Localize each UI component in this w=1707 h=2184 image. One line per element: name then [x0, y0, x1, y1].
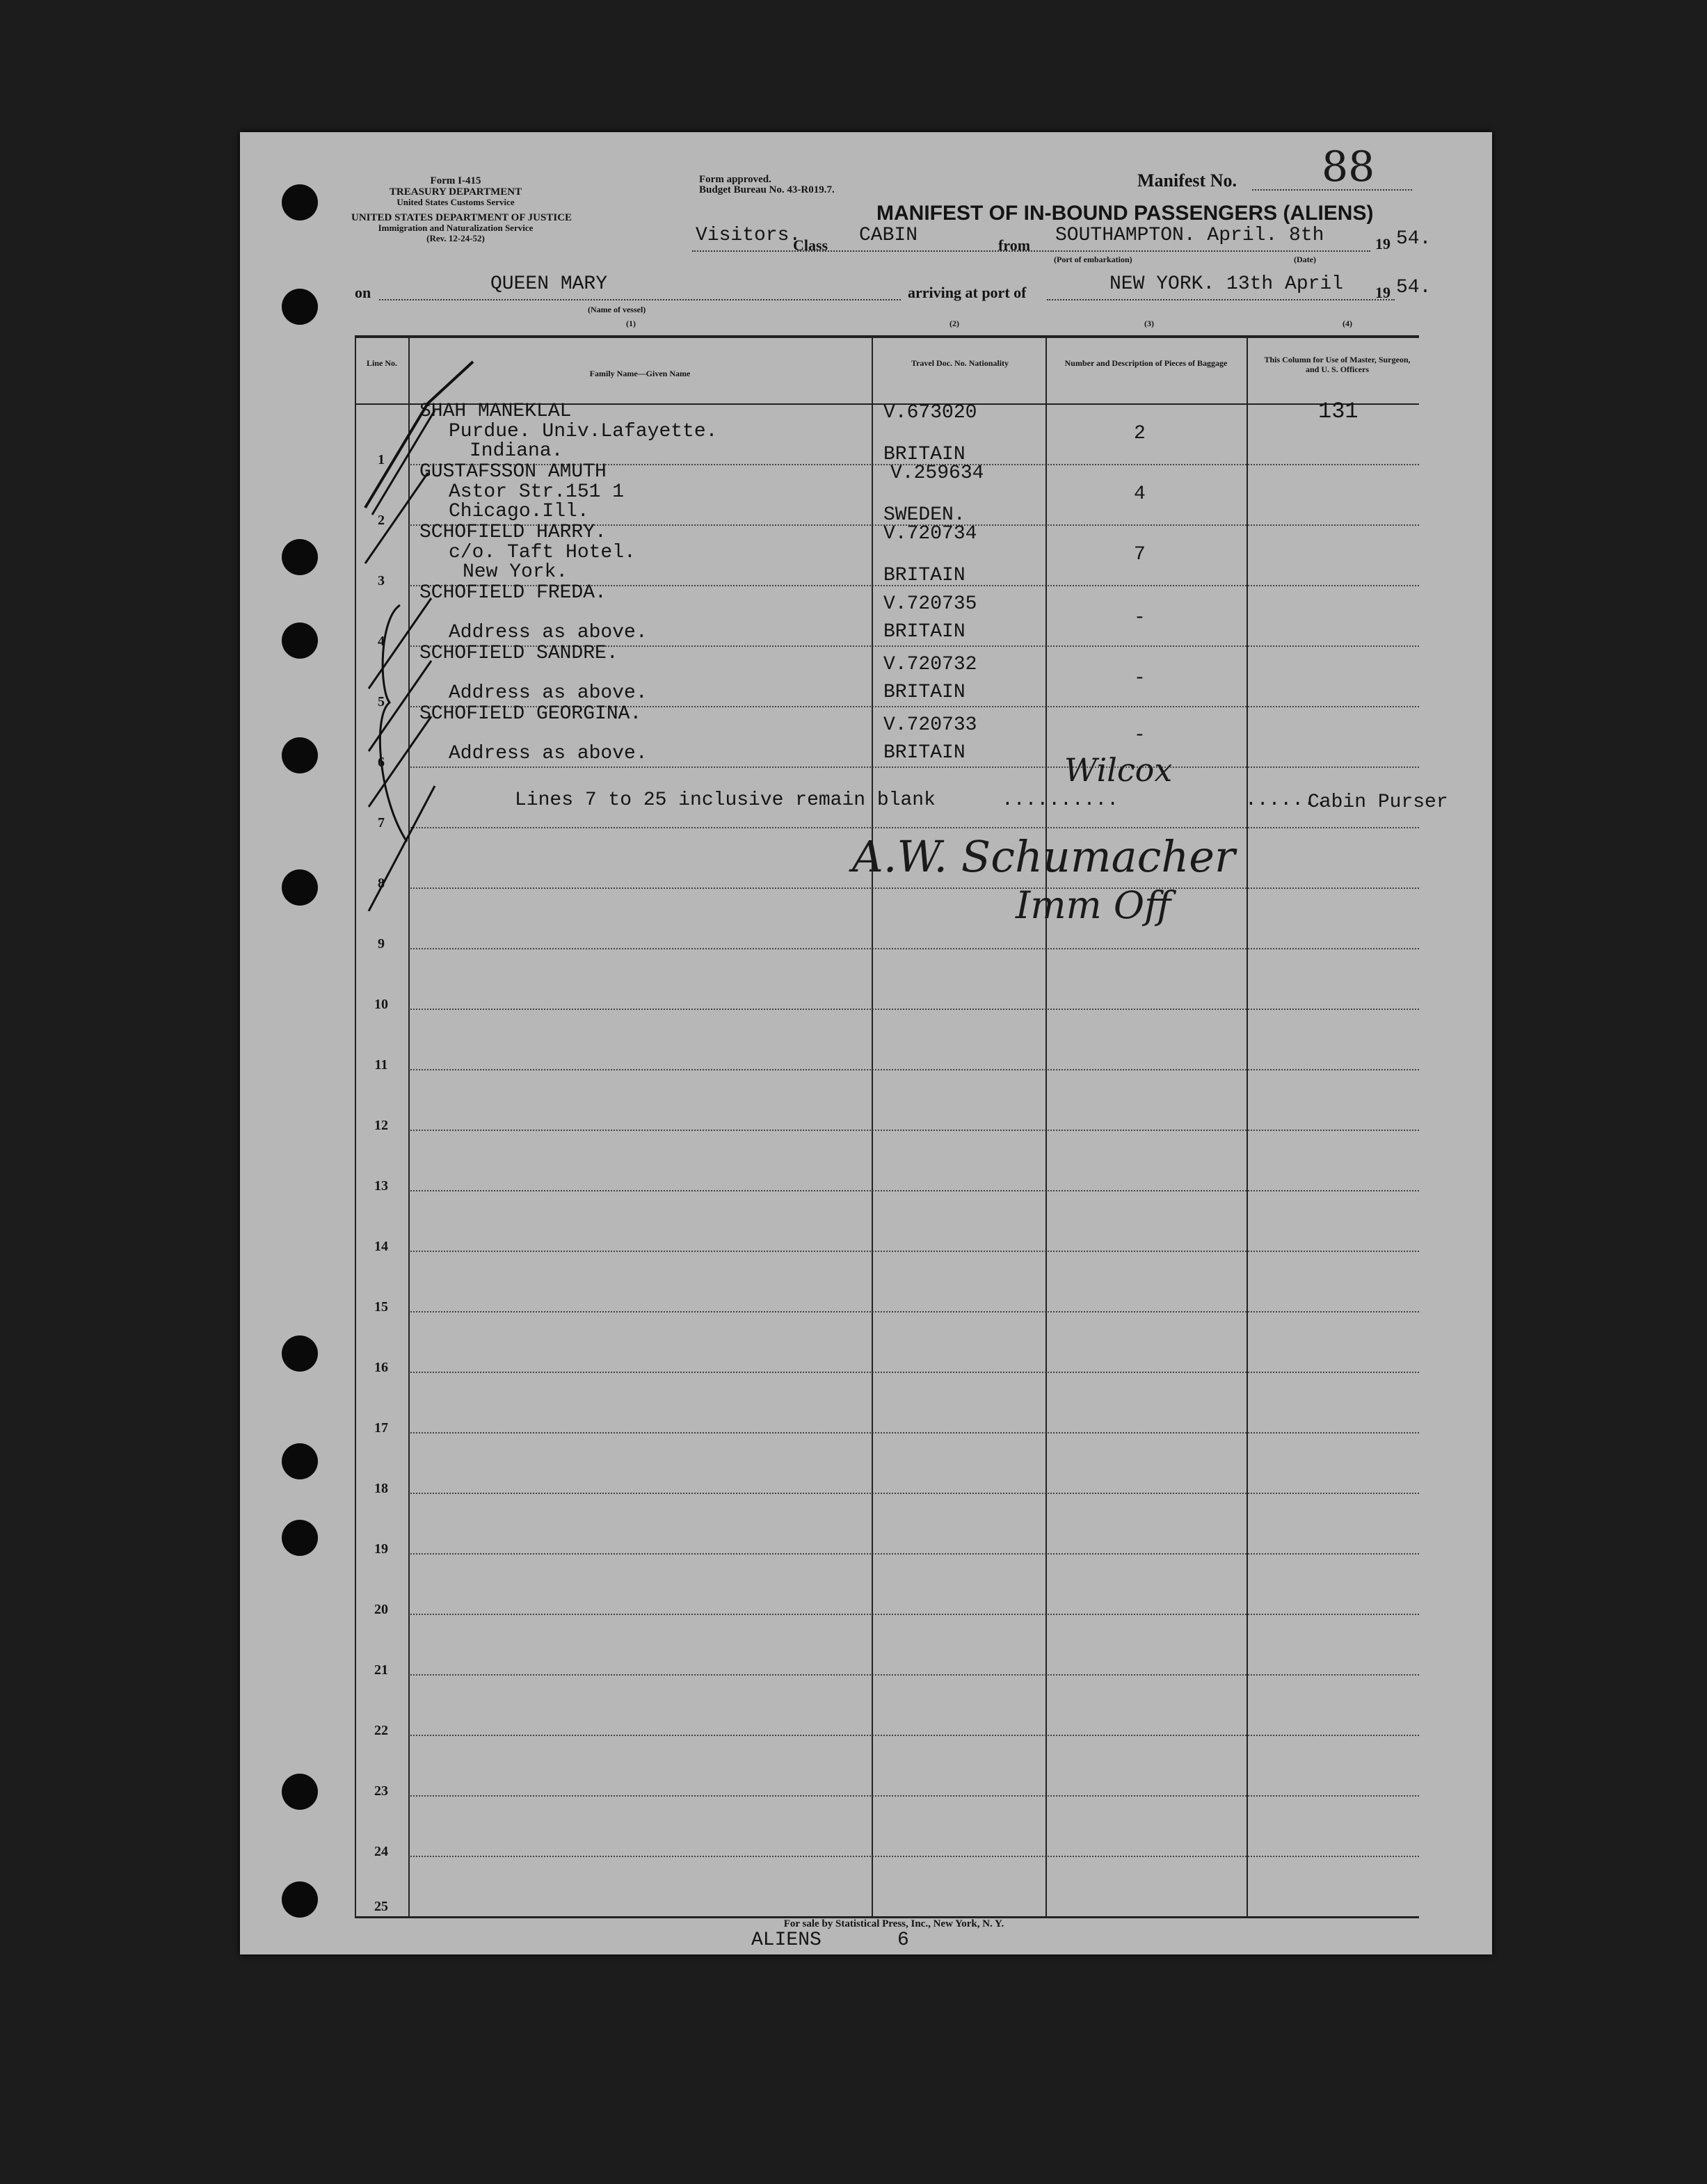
header-travel-doc: Travel Doc. No. Nationality — [911, 358, 1009, 368]
passenger-address: New York. — [463, 561, 568, 583]
aliens-stamp: ALIENS — [751, 1929, 822, 1951]
line-number: 8 — [378, 876, 385, 891]
line-number: 25 — [374, 1899, 388, 1914]
header-line-no: Line No. — [366, 358, 397, 368]
dot-leader: .......... — [1002, 789, 1119, 811]
port-caption: (Port of embarkation) — [1054, 255, 1132, 264]
form-approved: Form approved. — [699, 174, 771, 185]
form-number: Form I-415 — [430, 175, 481, 186]
punch-hole — [282, 737, 318, 773]
officer-signature: A.W. Schumacher — [852, 831, 1235, 882]
baggage-count: - — [1134, 725, 1146, 746]
row-separator — [410, 1856, 1419, 1857]
date-caption: (Date) — [1294, 255, 1316, 264]
passenger-address: Address as above. — [449, 682, 648, 704]
from-label: from — [998, 236, 1031, 254]
pen-check-marks — [351, 355, 476, 911]
nationality: BRITAIN — [883, 444, 965, 465]
line-number: 6 — [378, 755, 385, 770]
officer-title-handwritten: Imm Off — [1016, 883, 1171, 927]
passenger-name: SCHOFIELD FREDA. — [419, 582, 607, 604]
line-number: 9 — [378, 936, 385, 952]
punch-hole — [282, 869, 318, 906]
passenger-address: Address as above. — [449, 743, 648, 764]
passenger-address: Address as above. — [449, 622, 648, 643]
line-number: 2 — [378, 513, 385, 528]
manifest-label: Manifest No. — [1137, 170, 1237, 191]
baggage-count: 7 — [1134, 544, 1146, 565]
punch-hole — [282, 1520, 318, 1556]
form-revision: (Rev. 12-24-52) — [426, 233, 485, 243]
year-suffix: 54. — [1396, 228, 1432, 250]
travel-doc-number: V.259634 — [890, 463, 984, 484]
line-number: 24 — [374, 1844, 388, 1859]
baggage-count: 2 — [1134, 423, 1146, 444]
travel-doc-number: V.720735 — [883, 593, 977, 615]
line-number: 10 — [374, 997, 388, 1012]
punch-hole — [282, 623, 318, 659]
travel-doc-number: V.720733 — [883, 714, 977, 736]
cabin-purser-label: Cabin Purser — [1308, 792, 1448, 813]
purser-signature: Wilcox — [1064, 751, 1173, 789]
punch-hole — [282, 1774, 318, 1810]
table-top-border — [355, 335, 1419, 338]
line-number: 1 — [378, 452, 385, 467]
baggage-count: 4 — [1134, 483, 1146, 505]
nationality: BRITAIN — [883, 682, 965, 703]
manifest-title: MANIFEST OF IN-BOUND PASSENGERS (ALIENS) — [876, 202, 1374, 225]
passenger-address: Indiana. — [470, 440, 563, 462]
port-of-embarkation: SOUTHAMPTON. April. 8th — [1055, 225, 1324, 246]
passenger-name: SCHOFIELD SANDRE. — [419, 643, 618, 664]
line-number: 22 — [374, 1723, 388, 1738]
row-separator — [410, 1372, 1419, 1373]
row-separator — [410, 1553, 1419, 1555]
class-value: CABIN — [859, 225, 918, 246]
port-line — [1050, 250, 1370, 252]
row-separator — [410, 888, 1419, 889]
vessel-caption: (Name of vessel) — [588, 305, 646, 314]
row-separator — [410, 766, 1419, 768]
col-divider-baggage — [1247, 335, 1248, 1918]
baggage-count: - — [1134, 607, 1146, 629]
justice-dept: UNITED STATES DEPARTMENT OF JUSTICE — [351, 212, 572, 223]
row-separator — [410, 1130, 1419, 1131]
vessel-name: QUEEN MARY — [490, 273, 608, 295]
passenger-name: SCHOFIELD GEORGINA. — [419, 703, 642, 725]
line-number: 4 — [378, 634, 385, 649]
treasury-dept: TREASURY DEPARTMENT — [389, 186, 522, 198]
row-separator — [410, 948, 1419, 949]
line-number: 5 — [378, 694, 385, 709]
row-separator — [410, 1674, 1419, 1676]
passenger-name: SCHOFIELD HARRY. — [419, 522, 607, 543]
arrival-line — [1047, 299, 1395, 300]
row-separator — [410, 1069, 1419, 1070]
manifest-number: 88 — [1322, 143, 1375, 191]
arrival-year-suffix: 54. — [1396, 277, 1432, 298]
line-number: 19 — [374, 1541, 388, 1557]
row-separator — [410, 1311, 1419, 1312]
row-separator — [410, 1251, 1419, 1252]
punch-hole — [282, 1335, 318, 1372]
col-divider-name — [872, 335, 873, 1918]
nationality: BRITAIN — [883, 565, 965, 586]
customs-service: United States Customs Service — [396, 197, 515, 207]
col1-number: (1) — [626, 319, 636, 328]
passenger-address: c/o. Taft Hotel. — [449, 542, 636, 563]
row-separator — [410, 827, 1419, 828]
arrival-year-prefix: 19 — [1375, 284, 1391, 301]
on-label: on — [355, 284, 371, 301]
line-number: 14 — [374, 1239, 388, 1254]
nationality: BRITAIN — [883, 742, 965, 764]
nationality: BRITAIN — [883, 621, 965, 643]
line-number: 18 — [374, 1481, 388, 1496]
header-officer-use: This Column for Use of Master, Surgeon, and U. S. Officers — [1264, 355, 1411, 374]
col2-number: (2) — [949, 319, 959, 328]
dot-leader: ....... — [1245, 789, 1327, 811]
passenger-address: Chicago.Ill. — [449, 501, 589, 522]
travel-doc-number: V.720734 — [883, 523, 977, 545]
nationality: SWEDEN. — [883, 504, 965, 526]
travel-doc-number: V.673020 — [883, 402, 977, 424]
page-number: 6 — [897, 1929, 909, 1951]
line-number: 3 — [378, 573, 385, 588]
line-number: 15 — [374, 1299, 388, 1315]
line-number: 20 — [374, 1602, 388, 1617]
col3-number: (3) — [1144, 319, 1154, 328]
arriving-label: arriving at port of — [908, 284, 1027, 301]
row-separator — [410, 1009, 1419, 1010]
punch-hole — [282, 1443, 318, 1479]
arrival-port: NEW YORK. 13th April — [1109, 273, 1344, 295]
printer-credit: For sale by Statistical Press, Inc., New York, N. Y. — [783, 1918, 1004, 1929]
line-number: 13 — [374, 1178, 388, 1194]
punch-hole — [282, 289, 318, 325]
baggage-count: - — [1134, 668, 1146, 689]
line-number: 23 — [374, 1783, 388, 1799]
line-number: 21 — [374, 1662, 388, 1678]
punch-hole — [282, 1881, 318, 1918]
passenger-name: SHAH MANEKLAL — [419, 401, 572, 422]
vessel-line — [379, 299, 901, 300]
line-number: 11 — [374, 1057, 388, 1073]
line-number: 12 — [374, 1118, 388, 1133]
passenger-address: Purdue. Univ.Lafayette. — [449, 421, 718, 442]
punch-hole — [282, 539, 318, 575]
header-name: Family Name—Given Name — [589, 369, 691, 378]
line-number: 7 — [378, 815, 385, 830]
travel-doc-number: V.720732 — [883, 654, 977, 675]
officer-note: 131 — [1318, 399, 1359, 424]
punch-hole — [282, 184, 318, 220]
ins-service: Immigration and Naturalization Service — [378, 223, 534, 233]
visitors-type: Visitors. — [696, 225, 801, 246]
row-separator — [410, 1190, 1419, 1191]
row-separator — [410, 1493, 1419, 1494]
class-label: Class — [793, 236, 828, 254]
line-number: 16 — [374, 1360, 388, 1375]
blank-lines-note: Lines 7 to 25 inclusive remain blank — [515, 789, 936, 811]
passenger-address: Astor Str.151 1 — [449, 481, 625, 503]
year-prefix: 19 — [1375, 235, 1391, 252]
header-baggage: Number and Description of Pieces of Baggage — [1064, 358, 1228, 368]
row-separator — [410, 1735, 1419, 1736]
row-separator — [410, 1614, 1419, 1615]
passenger-name: GUSTAFSSON AMUTH — [419, 461, 607, 483]
manifest-page — [240, 132, 1492, 1954]
row-separator — [410, 1432, 1419, 1434]
row-separator — [410, 1795, 1419, 1797]
col4-number: (4) — [1343, 319, 1352, 328]
budget-bureau: Budget Bureau No. 43-R019.7. — [699, 184, 835, 195]
col-divider-doc — [1045, 335, 1047, 1918]
line-number: 17 — [374, 1420, 388, 1436]
